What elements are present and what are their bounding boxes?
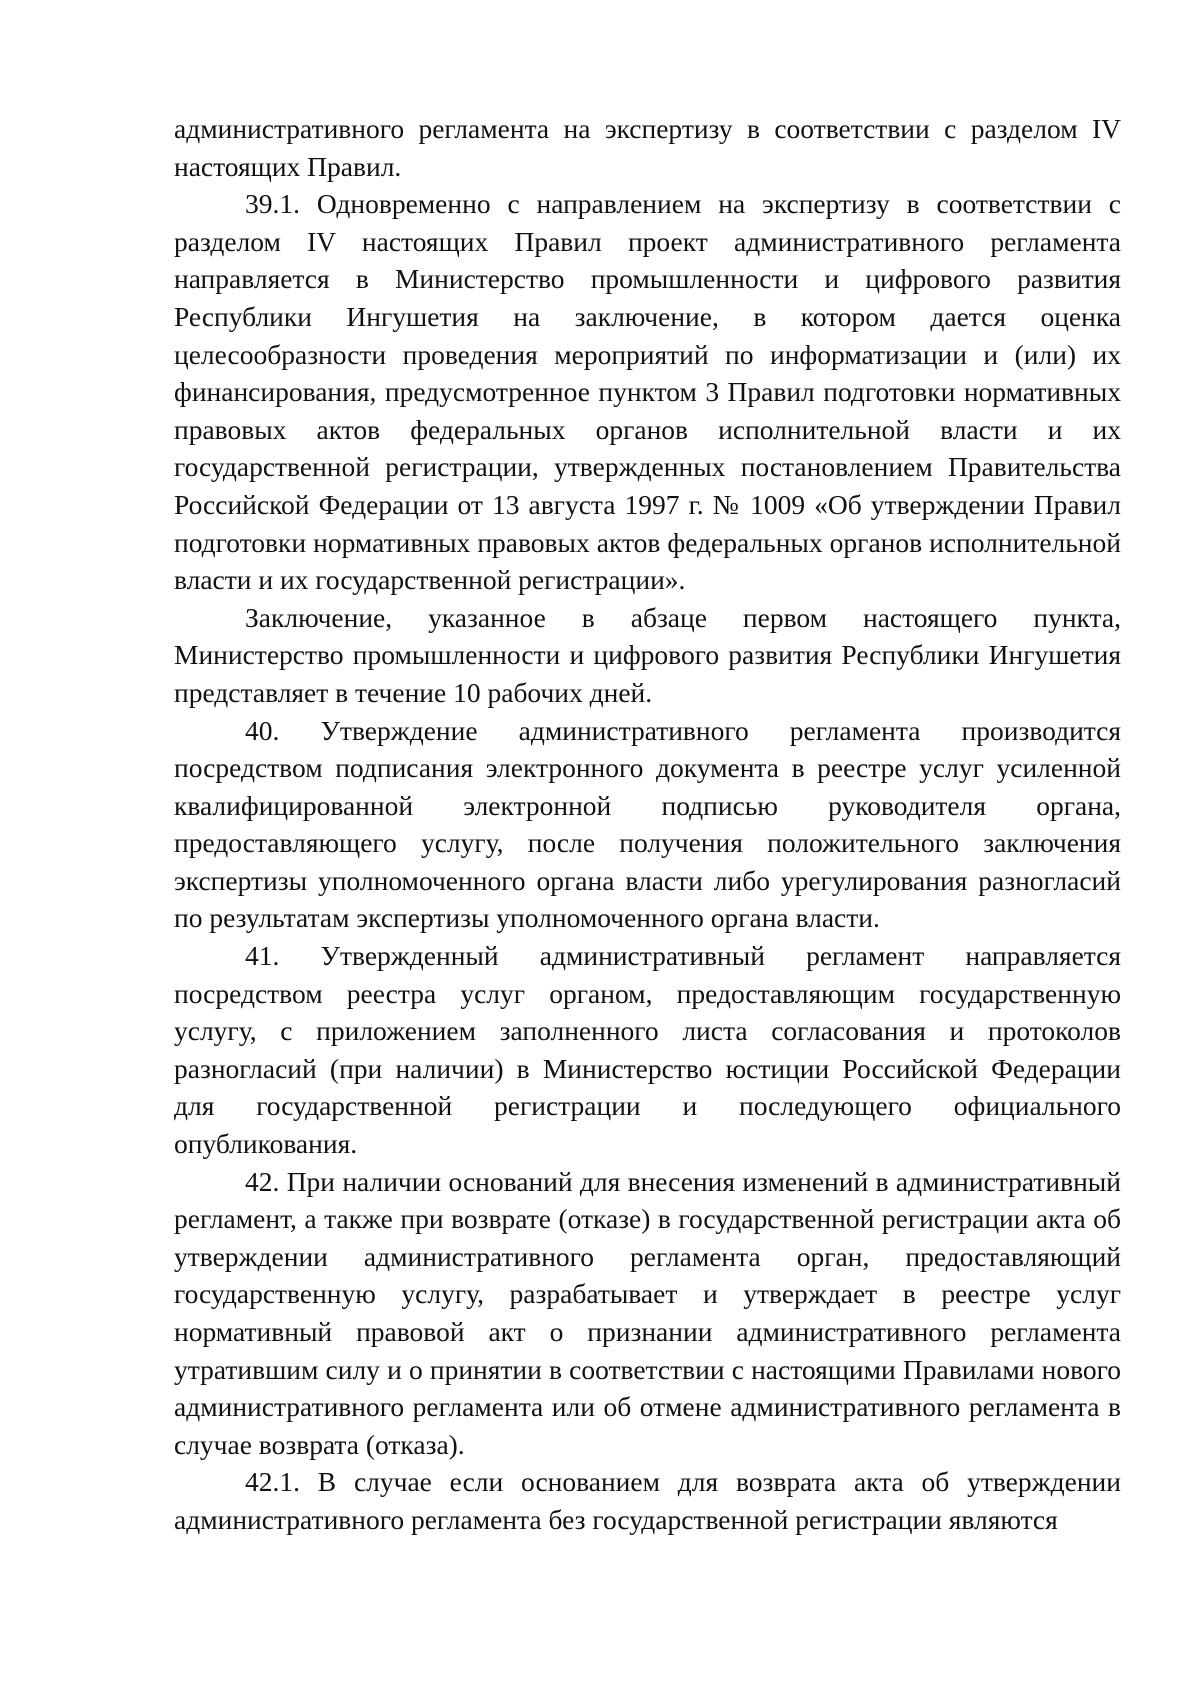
paragraph-41: 41. Утвержденный административный регламент направляется посредством реестра услуг органом, предоставляющим государственную услугу, с приложением заполненного листа согласования и протоколов разногласий (при наличии) в Министерство юстиции Российской Федерации для государственной регистрации и последующего официального опубликования. (174, 940, 1121, 1160)
document-body (174, 110, 1121, 1539)
paragraph-39-1: 39.1. Одновременно с направлением на экспертизу в соответствии с разделом IV настоящих Правил проект административного регламента направляется в Министерство промышленности и цифрового развития Республики Ингушетия на заключение, в котором дается оценка целесообразности проведения мероприятий по информатизации и (или) их финансирования, предусмотренное пунктом 3 Правил подготовки нормативных правовых актов федеральных органов исполнительной власти и их государственной регистрации, утвержденных постановлением Правительства Российской Федерации от 13 августа 1997 г. № 1009 «Об утверждении Правил подготовки нормативных правовых актов федеральных органов исполнительной власти и их государственной регистрации». (174, 188, 1121, 596)
paragraph-42: 42. При наличии оснований для внесения изменений в административный регламент, а также при возврате (отказе) в государственной регистрации акта об утверждении административного регламента орган, предоставляющий государственную услугу, разрабатывает и утверждает в реестре услуг нормативный правовой акт о признании административного регламента утратившим силу и о принятии в соответствии с настоящими Правилами нового административного регламента или об отмене административного регламента в случае возврата (отказа). (174, 1165, 1121, 1460)
paragraph-42-1: 42.1. В случае если основанием для возврата акта об утверждении административного регламента без государственной регистрации являются (174, 1466, 1121, 1535)
paragraph-continuation: административного регламента на экспертизу в соответствии с разделом IV настоящих Правил. (174, 113, 1121, 182)
paragraph-40: 40. Утверждение административного регламента производится посредством подписания электронного документа в реестре услуг усиленной квалифицированной электронной подписью руководителя органа, предоставляющего услугу, после получения положительного заключения экспертизы уполномоченного органа власти либо урегулирования разногласий по результатам экспертизы уполномоченного органа власти. (174, 714, 1121, 934)
paragraph-conclusion: Заключение, указанное в абзаце первом настоящего пункта, Министерство промышленности и цифрового развития Республики Ингушетия представляет в течение 10 рабочих дней. (174, 601, 1121, 708)
